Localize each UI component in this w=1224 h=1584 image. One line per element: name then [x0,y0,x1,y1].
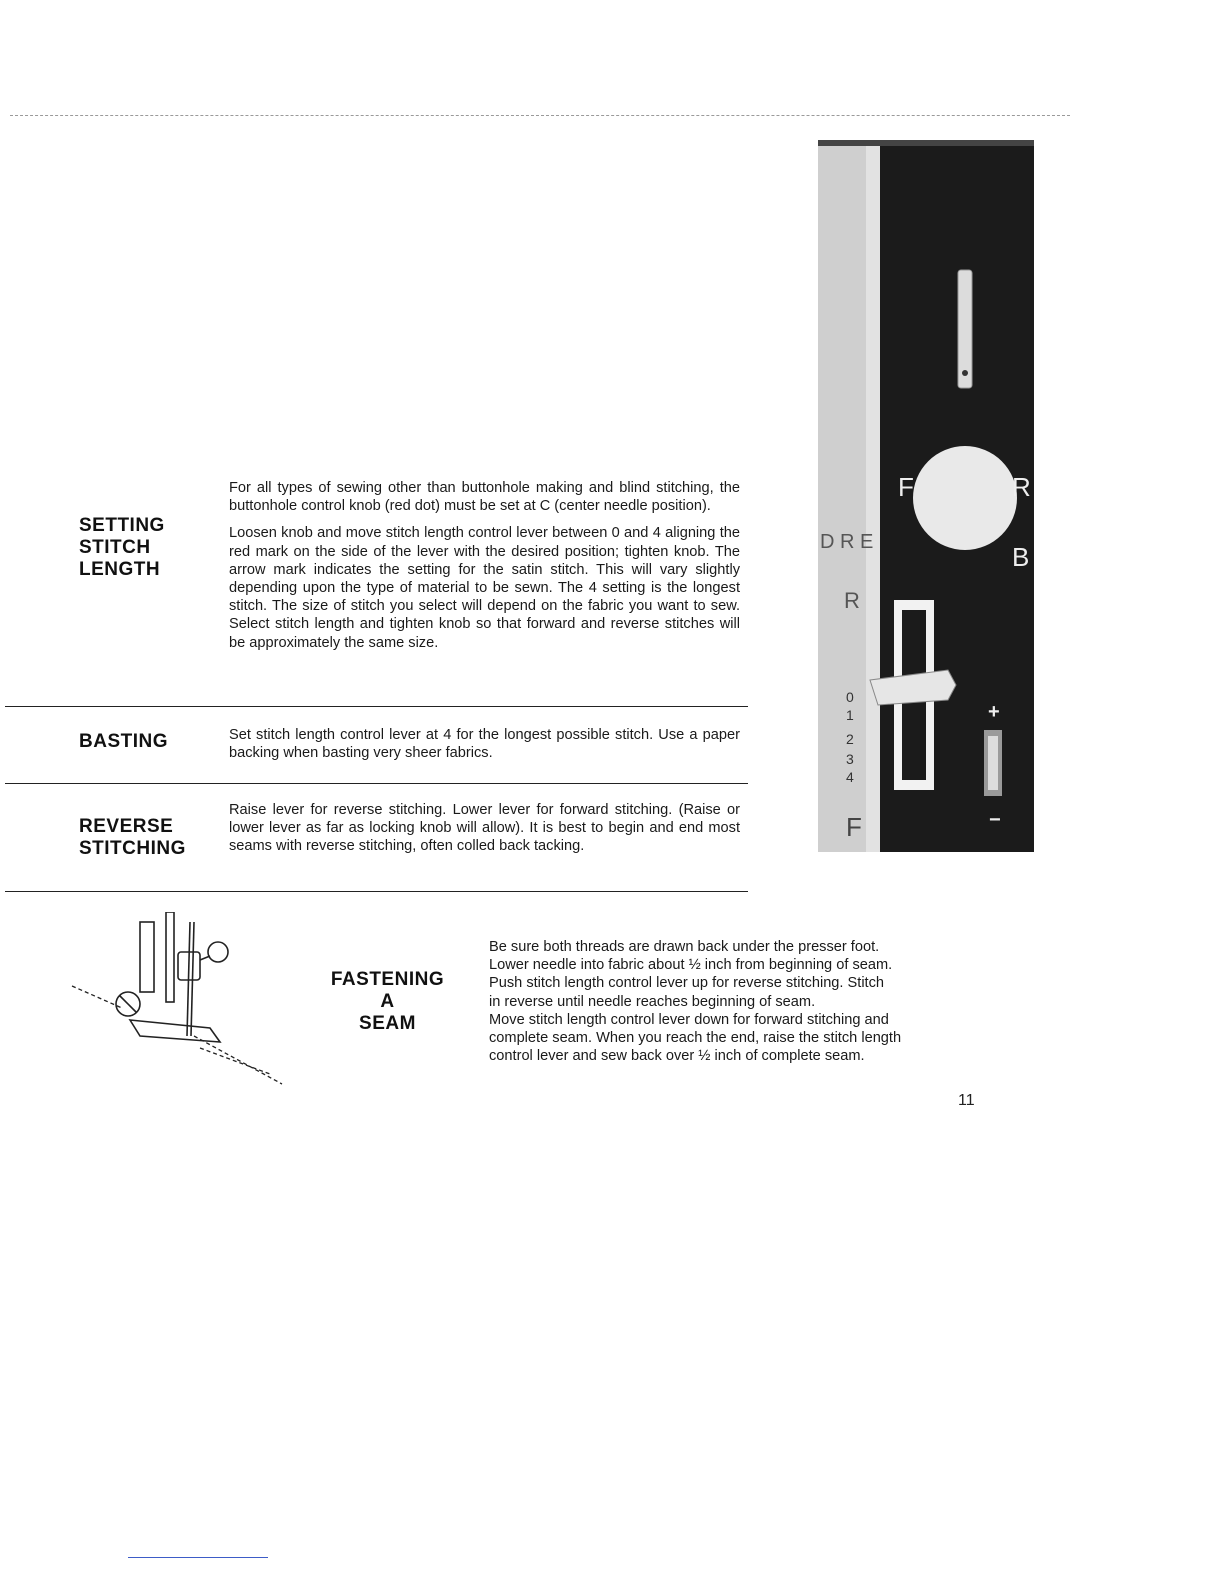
presser-foot-illustration [70,912,290,1087]
photo-letter-f: F [898,472,914,502]
photo-label-f: F [846,812,862,842]
top-divider [10,115,1070,116]
page-number: 11 [958,1092,975,1109]
stitch-length-lever-photo [818,140,1034,852]
text-line: complete seam. When you reach the end, raise the stitch length [489,1030,902,1047]
basting-text: Set stitch length control lever at 4 for the longest possible stitch. Use a paper backing when basting very sheer fabrics. [229,727,740,762]
photo-plus: + [988,701,1000,723]
photo-label-r: R [844,588,860,613]
paragraph: Loosen knob and move stitch length control lever between 0 and 4 aligning the red mark on the side of the lever with the desired position; tighten knob. The arrow mark indicates the setting for the satin stitch. This will vary slightly depending upon the type of material to be sewn. The 4 setting is the longest stitch. The size of stitch you select will depend on the fabric you want to sew. Select stitch length and tighten knob so that forward and reverse stitches will be approximately the same size. [229,525,740,651]
photo-scale-2: 2 [846,731,854,747]
reverse-stitching-text: Raise lever for reverse stitching. Lower lever for forward stitching. (Raise or lower lever as far as locking knob will allow). It is best to begin and end most seams with reverse stitching, often colled back tacking. [229,802,740,855]
fastening-a-seam-text [489,938,964,1065]
text-line: Be sure both threads are drawn back under the presser foot. [489,939,880,955]
section-divider [5,706,748,707]
photo-scale-0: 0 [846,689,854,705]
section-divider [5,891,748,892]
photo-letter-r: R [1012,472,1031,502]
heading-reverse-stitching: REVERSE STITCHING [79,816,186,859]
heading-setting-stitch-length: SETTING STITCH LENGTH [79,515,165,580]
photo-label-dre: D R E [820,531,874,553]
footer-underline [128,1557,268,1558]
text-line: control lever and sew back over ½ inch of complete seam. [489,1048,865,1065]
heading-basting: BASTING [79,731,168,752]
photo-minus: − [989,809,1001,831]
heading-fastening-a-seam: FASTENING A SEAM [330,969,445,1034]
photo-scale-3: 3 [846,751,854,767]
text-line: Lower needle into fabric about ½ inch from beginning of seam. [489,957,893,974]
photo-scale-1: 1 [846,707,854,723]
photo-scale-4: 4 [846,769,854,785]
section-divider [5,783,748,784]
photo-letter-b: B [1012,542,1030,572]
text-line: Move stitch length control lever down for forward stitching and [489,1011,889,1028]
paragraph: For all types of sewing other than buttonhole making and blind stitching, the buttonhole control knob (red dot) must be set at C (center needle position). [229,480,740,515]
text-line: Push stitch length control lever up for reverse stitching. Stitch [489,975,885,992]
setting-stitch-length-text [229,479,740,652]
text-line: in reverse until needle reaches beginning of seam. [489,993,816,1010]
